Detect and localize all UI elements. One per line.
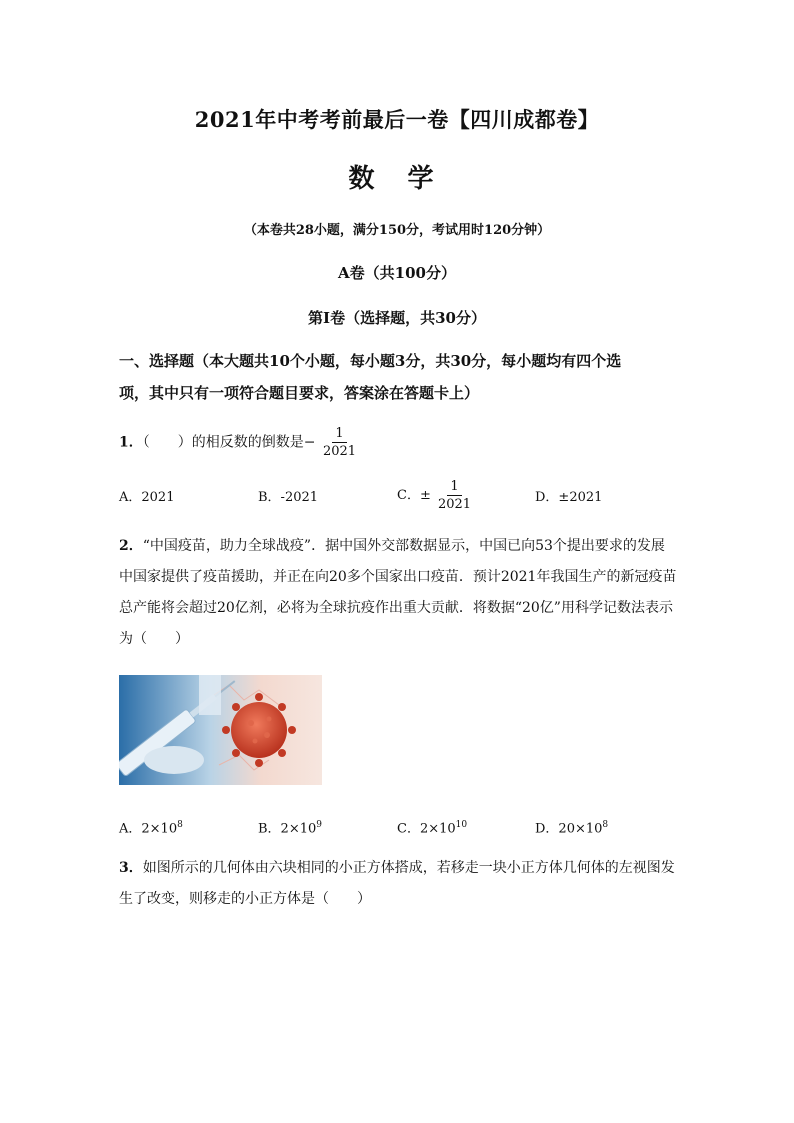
q2-option-d-exp: 8 xyxy=(602,820,609,830)
vaccine-virus-image xyxy=(119,675,322,785)
q2-option-a-base: A．2×10 xyxy=(119,821,178,837)
q1-option-c-fraction xyxy=(435,478,474,513)
question-2-line-4: 为（ ） xyxy=(119,631,189,647)
fraction-denominator: 2021 xyxy=(437,497,472,512)
q1-option-c-prefix: C．± xyxy=(397,488,431,503)
question-3 xyxy=(119,853,679,915)
q2-option-d-base: D．20×10 xyxy=(535,821,603,837)
q2-option-c[interactable] xyxy=(397,810,537,844)
question-2-line-2: 中国家提供了疫苗援助，并正在向20多个国家出口疫苗．预计2021年我国生产的新冠疫苗 xyxy=(119,569,677,585)
exam-title: 2021年中考考前最后一卷【四川成都卷】 xyxy=(194,107,600,132)
question-1-fraction xyxy=(320,425,359,460)
question-3-line-1 xyxy=(119,853,679,884)
question-1-stem: （ ）的相反数的倒数是 xyxy=(142,434,304,451)
q2-option-b-exp: 9 xyxy=(316,820,322,830)
q1-option-a[interactable]: A．2021 xyxy=(119,490,175,505)
q1-option-d[interactable]: D．±2021 xyxy=(535,490,603,505)
q2-option-b-base: B．2×10 xyxy=(258,821,317,837)
question-1 xyxy=(119,425,679,460)
fraction-numerator: 1 xyxy=(332,425,346,443)
q2-option-c-base: C．2×10 xyxy=(397,821,456,837)
section-1-line-2: 项，其中只有一项符合题目要求，答案涂在答题卡上） xyxy=(119,384,480,402)
question-3-number: 3． xyxy=(119,860,143,876)
q2-option-a-exp: 8 xyxy=(177,820,183,830)
q2-option-c-exp: 10 xyxy=(455,820,468,830)
question-2 xyxy=(119,531,679,655)
section-1-heading xyxy=(119,345,679,409)
question-2-number: 2． xyxy=(119,538,143,554)
paper-a-heading: A卷（共100分） xyxy=(338,264,456,282)
volume-1-heading: 第Ⅰ卷（选择题，共30分） xyxy=(308,309,486,327)
q2-option-d[interactable] xyxy=(535,810,675,844)
q1-option-c[interactable] xyxy=(397,478,537,513)
q1-option-b[interactable]: B．-2021 xyxy=(258,490,319,505)
q2-option-a[interactable] xyxy=(119,810,259,844)
question-1-number: 1． xyxy=(119,434,143,451)
q2-option-b[interactable] xyxy=(258,810,398,844)
question-2-line-1 xyxy=(119,531,679,562)
minus-sign: − xyxy=(303,434,316,451)
question-3-text-1: 如图所示的几何体由六块相同的小正方体搭成，若移走一块小正方体几何体的左视图发 xyxy=(142,860,675,876)
subject-title: 数 学 xyxy=(348,164,446,194)
question-2-line-3: 总产能将会超过20亿剂，必将为全球抗疫作出重大贡献．将数据“20亿”用科学记数法表示 xyxy=(119,600,673,616)
fraction-numerator: 1 xyxy=(447,478,461,496)
fraction-denominator: 2021 xyxy=(322,444,357,459)
section-1-line-1: 一、选择题（本大题共10个小题，每小题3分，共30分，每小题均有四个选 xyxy=(119,352,622,370)
question-2-text-1: “中国疫苗，助力全球战疫”．据中国外交部数据显示，中国已向53个提出要求的发展 xyxy=(142,538,665,554)
exam-note: （本卷共28小题，满分150分，考试用时120分钟） xyxy=(243,223,551,238)
question-3-line-2: 生了改变，则移走的小正方体是（ ） xyxy=(119,891,371,907)
